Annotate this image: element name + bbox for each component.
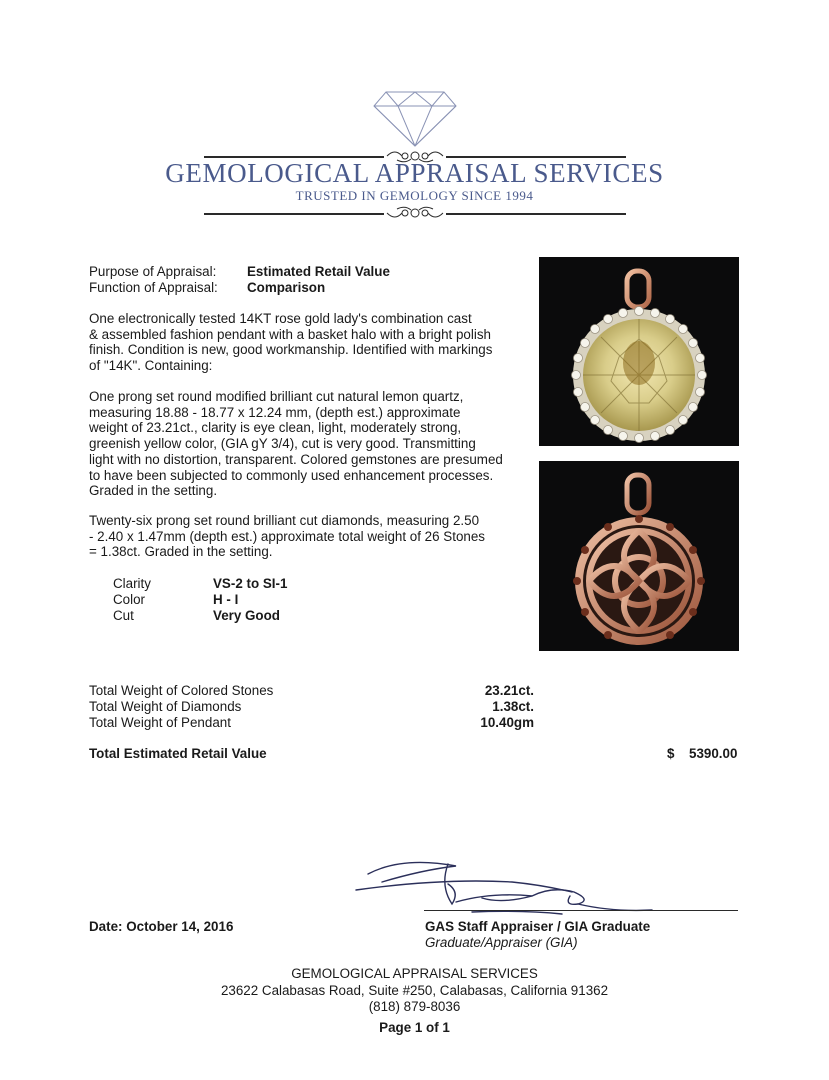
text-line: Graded in the setting. <box>89 483 218 499</box>
pendant-back-photo <box>539 461 739 651</box>
footer-company: GEMOLOGICAL APPRAISAL SERVICES <box>291 966 538 981</box>
function-value: Comparison <box>247 280 326 295</box>
text-line: = 1.38ct. Graded in the setting. <box>89 544 273 560</box>
page-number: Page 1 of 1 <box>379 1020 450 1035</box>
grading-value-clarity: VS-2 to SI-1 <box>213 576 288 591</box>
text-line: One electronically tested 14KT rose gold lady's combination cast <box>89 311 472 326</box>
purpose-label: Purpose of Appraisal: <box>89 264 217 279</box>
diamond-description <box>89 513 509 560</box>
text-line: greenish yellow color, (GIA gY 3/4), cut is very good. Transmitting <box>89 436 476 452</box>
text-line: measuring 18.88 - 18.77 x 12.24 mm, (depth est.) approximate <box>89 404 461 420</box>
text-line: weight of 23.21ct., clarity is eye clean, light, moderately strong, <box>89 420 462 436</box>
retail-value-label: Total Estimated Retail Value <box>89 746 267 761</box>
total-colored-stones-label: Total Weight of Colored Stones <box>89 683 274 698</box>
grading-label-cut: Cut <box>113 608 134 623</box>
item-description <box>89 311 509 374</box>
text-line: finish. Condition is new, good workmanship. Identified with markings <box>89 342 493 358</box>
total-pendant-label: Total Weight of Pendant <box>89 715 231 730</box>
grading-value-color: H - I <box>213 592 239 607</box>
total-diamonds-value: 1.38ct. <box>492 699 534 714</box>
flourish-bottom-icon <box>385 203 445 223</box>
text-line: One prong set round modified brilliant cut natural lemon quartz, <box>89 389 464 404</box>
grading-value-cut: Very Good <box>213 608 280 623</box>
retail-currency: $ <box>667 746 675 761</box>
appraiser-signature <box>352 852 662 918</box>
company-tagline: TRUSTED IN GEMOLOGY SINCE 1994 <box>295 188 534 203</box>
total-diamonds-label: Total Weight of Diamonds <box>89 699 242 714</box>
function-label: Function of Appraisal: <box>89 280 218 295</box>
text-line: light with no distortion, transparent. Colored gemstones are presumed <box>89 451 503 467</box>
appraisal-date: Date: October 14, 2016 <box>89 919 234 934</box>
grading-label-clarity: Clarity <box>113 576 151 591</box>
retail-amount: 5390.00 <box>689 746 738 761</box>
text-line: & assembled fashion pendant with a basket halo with a bright polish <box>89 326 491 342</box>
footer-address: 23622 Calabasas Road, Suite #250, Calabasas, California 91362 <box>220 983 609 998</box>
company-name: GEMOLOGICAL APPRAISAL SERVICES <box>165 158 664 188</box>
purpose-value: Estimated Retail Value <box>247 264 390 279</box>
signature-line <box>424 910 738 911</box>
header-rule-bottom-right <box>446 213 626 215</box>
total-pendant-value: 10.40gm <box>480 715 534 730</box>
text-line: Twenty-six prong set round brilliant cut diamonds, measuring 2.50 <box>89 513 480 528</box>
grading-label-color: Color <box>113 592 145 607</box>
footer-phone: (818) 879-8036 <box>368 999 461 1014</box>
appraiser-title: GAS Staff Appraiser / GIA Graduate <box>425 919 651 934</box>
text-line: to have been subjected to commonly used enhancement processes. <box>89 467 494 483</box>
text-line: - 2.40 x 1.47mm (depth est.) approximate total weight of 26 Stones <box>89 528 485 544</box>
diamond-icon <box>372 86 458 148</box>
appraiser-credential: Graduate/Appraiser (GIA) <box>425 935 578 950</box>
quartz-description <box>89 389 509 499</box>
pendant-front-photo <box>539 257 739 446</box>
total-colored-stones-value: 23.21ct. <box>484 683 534 698</box>
text-line: of "14K". Containing: <box>89 358 213 374</box>
header-rule-bottom-left <box>204 213 384 215</box>
